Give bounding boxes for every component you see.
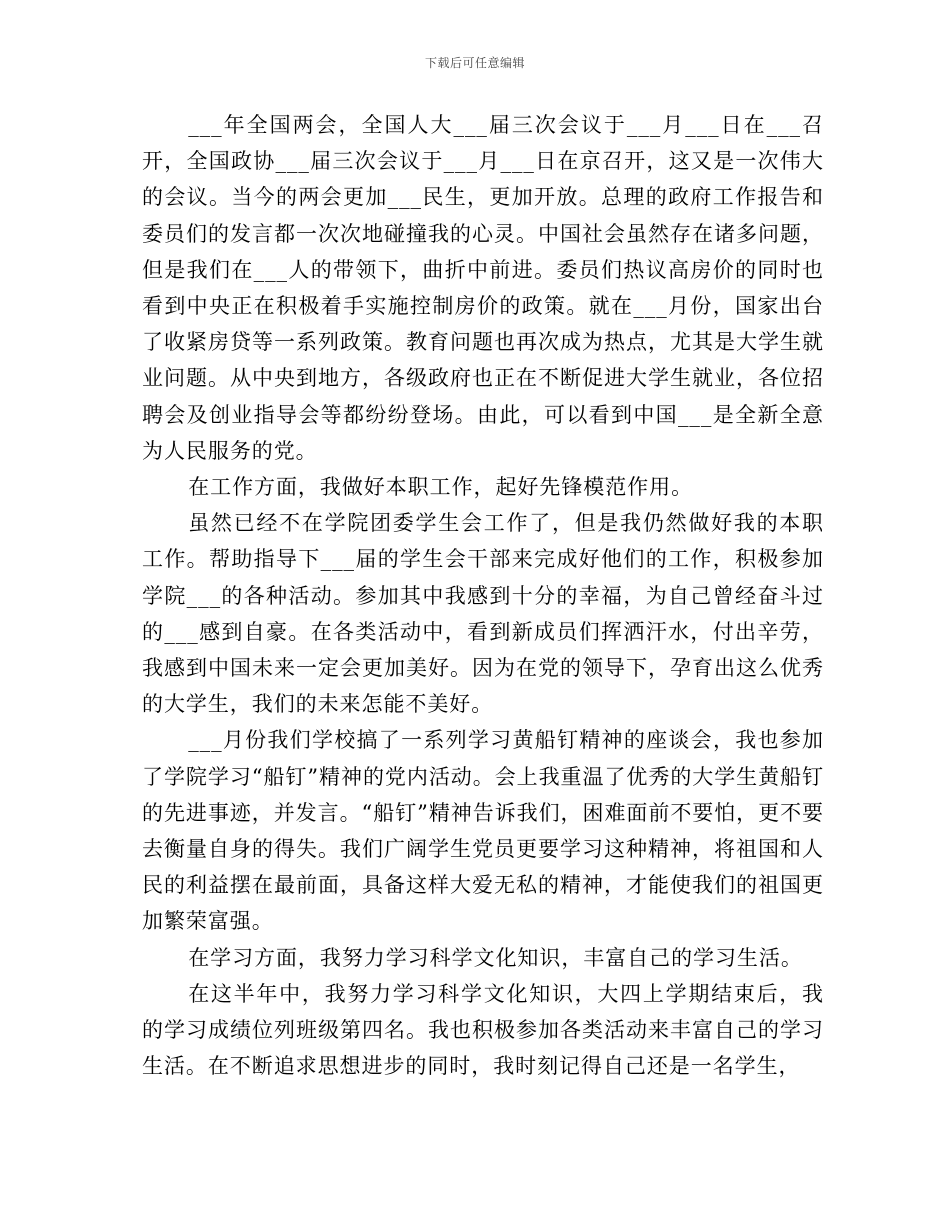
paragraph-work-heading: 在工作方面，我做好本职工作，起好先锋模范作用。 (188, 475, 694, 500)
document-body (142, 107, 824, 1084)
paragraph-study-heading: 在学习方面，我努力学习科学文化知识，丰富自己的学习生活。 (188, 945, 803, 970)
paragraph-work-detail: 虽然已经不在学院团委学生会工作了，但是我仍然做好我的本职工作。帮助指导下___届的学生会干部来完成好他们的工作，积极参加学院___的各种活动。参加其中我感到十分的幸福，为自己曾经奋斗过的___感到自豪。在各类活动中，看到新成员们挥洒汗水，付出辛劳，我感到中国未来一定会更加美好。因为在党的领导下，孕育出这么优秀的大学生，我们的未来怎能不美好。 (142, 511, 824, 717)
page-header: 下载后可任意编辑 (424, 56, 525, 70)
paragraph-two-sessions: ___年全国两会，全国人大___届三次会议于___月___日在___召开，全国政协___届三次会议于___月___日在京召开，这又是一次伟大的会议。当今的两会更加___民生，更加开放。总理的政府工作报告和委员们的发言都一次次地碰撞我的心灵。中国社会虽然存在诸多问题，但是我们在___人的带领下，曲折中前进。委员们热议高房价的同时也看到中央正在积极着手实施控制房价的政策。就在___月份，国家出台了收紧房贷等一系列政策。教育问题也再次成为热点，尤其是大学生就业问题。从中央到地方，各级政府也正在不断促进大学生就业，各位招聘会及创业指导会等都纷纷登场。由此，可以看到中国___是全新全意为人民服务的党。 (142, 113, 824, 463)
paragraph-study-detail: 在这半年中，我努力学习科学文化知识，大四上学期结束后，我的学习成绩位列班级第四名。我也积极参加各类活动来丰富自己的学习生活。在不断追求思想进步的同时，我时刻记得自己还是一名学生， (142, 981, 824, 1079)
paragraph-chuanding-spirit: ___月份我们学校搞了一系列学习黄船钉精神的座谈会，我也参加了学院学习“船钉”精神的党内活动。会上我重温了优秀的大学生黄船钉的先进事迹，并发言。“船钉”精神告诉我们，困难面前不要怕，更不要去衡量自身的得失。我们广阔学生党员更要学习这种精神，将祖国和人民的利益摆在最前面，具备这样大爱无私的精神，才能使我们的祖国更加繁荣富强。 (142, 728, 824, 934)
